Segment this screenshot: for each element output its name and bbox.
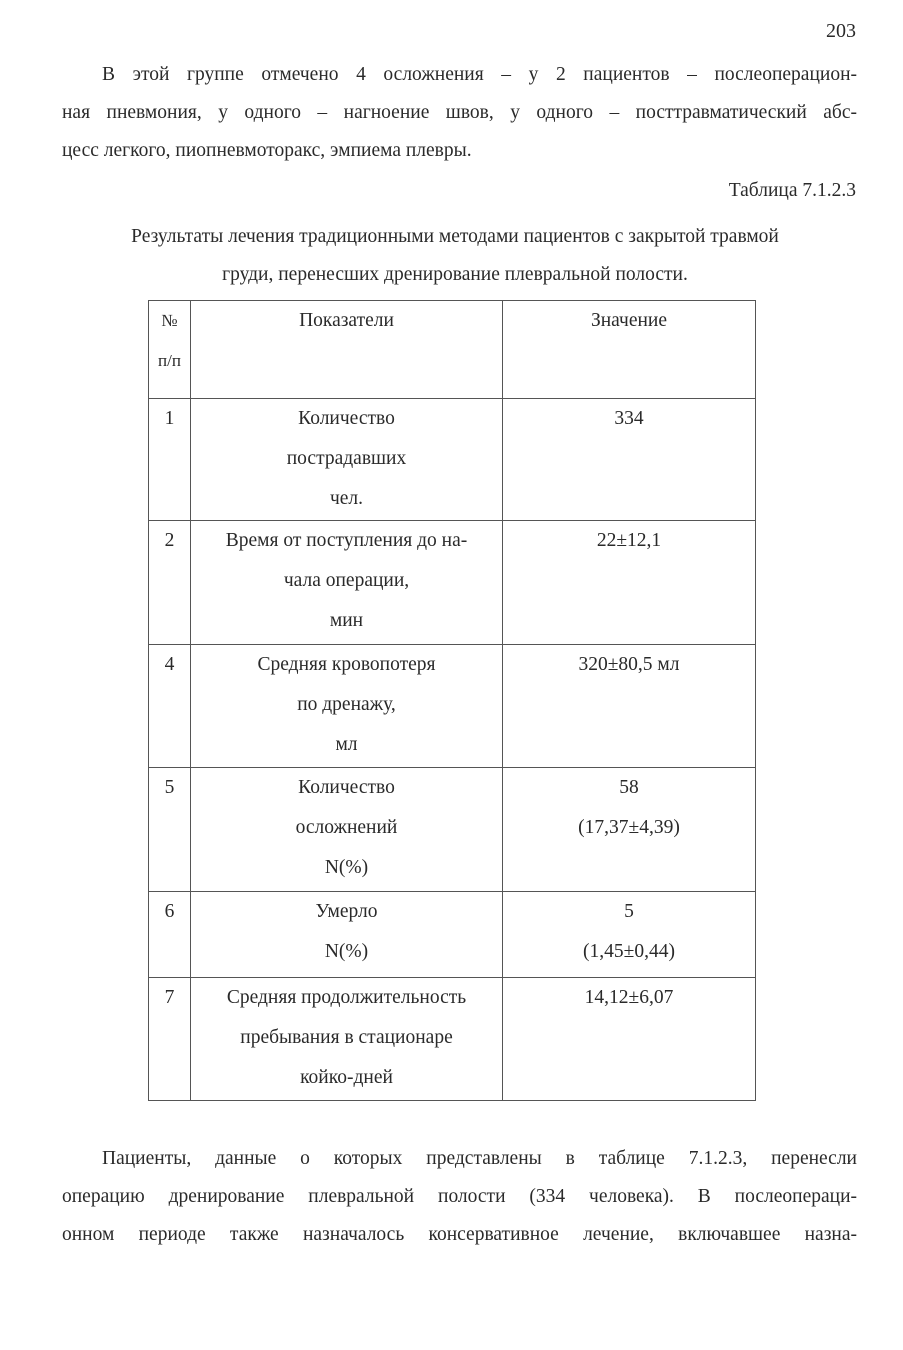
value-line: (17,37±4,39) bbox=[578, 817, 680, 838]
header-value bbox=[503, 301, 756, 399]
cell-value bbox=[503, 645, 756, 768]
cell-num bbox=[149, 978, 191, 1101]
text-line: В этой группе отмечено 4 осложнения – у 2 пациентов – послеоперацион- bbox=[102, 64, 857, 85]
header-num-line: № bbox=[161, 311, 178, 330]
table-row bbox=[149, 399, 756, 521]
cell-num bbox=[149, 521, 191, 645]
cell-value bbox=[503, 978, 756, 1101]
value-line: 14,12±6,07 bbox=[584, 987, 674, 1008]
text-line: цесс легкого, пиопневмоторакс, эмпиема плевры. bbox=[62, 140, 472, 161]
caption-line: Результаты лечения традиционными методами пациентов с закрытой травмой bbox=[131, 226, 779, 247]
row-num: 2 bbox=[164, 530, 175, 551]
text-line: Пациенты, данные о которых представлены в таблице 7.1.2.3, перенесли bbox=[102, 1148, 857, 1169]
indicator-line: мин bbox=[329, 610, 364, 631]
cell-indicator bbox=[191, 978, 503, 1101]
value-line: 5 bbox=[624, 901, 634, 922]
table-row bbox=[149, 521, 756, 645]
cell-value bbox=[503, 399, 756, 521]
row-num: 7 bbox=[164, 987, 175, 1008]
table-row bbox=[149, 768, 756, 892]
cell-value bbox=[503, 892, 756, 978]
row-num: 5 bbox=[164, 777, 175, 798]
indicator-line: осложнений bbox=[295, 817, 398, 838]
table-caption bbox=[40, 218, 870, 294]
indicator-line: N(%) bbox=[324, 941, 369, 962]
text-line: операцию дренирование плевральной полости (334 человека). В послеопераци- bbox=[62, 1186, 857, 1207]
table-row bbox=[149, 645, 756, 768]
text-line: ная пневмония, у одного – нагноение швов, у одного – посттравматический абс- bbox=[62, 102, 857, 123]
indicator-line: пострадавших bbox=[286, 448, 407, 469]
cell-value bbox=[503, 768, 756, 892]
indicator-line: чел. bbox=[329, 488, 364, 509]
header-num bbox=[149, 301, 191, 399]
cell-indicator bbox=[191, 645, 503, 768]
value-line: 22±12,1 bbox=[596, 530, 662, 551]
indicator-line: Время от поступления до на- bbox=[225, 530, 468, 551]
row-num: 1 bbox=[164, 408, 175, 429]
header-indicator-label: Показатели bbox=[299, 310, 394, 331]
indicator-line: пребывания в стационаре bbox=[240, 1027, 453, 1048]
cell-indicator bbox=[191, 892, 503, 978]
cell-indicator bbox=[191, 768, 503, 892]
table-header-row bbox=[149, 301, 756, 399]
row-num: 4 bbox=[164, 654, 175, 675]
value-line: 320±80,5 мл bbox=[578, 654, 680, 675]
text-line: онном периоде также назначалось консервативное лечение, включавшее назна- bbox=[62, 1224, 857, 1245]
cell-num bbox=[149, 892, 191, 978]
row-num: 6 bbox=[164, 901, 175, 922]
table-row bbox=[149, 892, 756, 978]
indicator-line: по дренажу, bbox=[297, 694, 396, 715]
header-value-label: Значение bbox=[590, 310, 668, 331]
indicator-line: мл bbox=[335, 734, 358, 755]
value-line: 334 bbox=[614, 408, 644, 429]
cell-indicator bbox=[191, 399, 503, 521]
table-label: Таблица 7.1.2.3 bbox=[728, 180, 856, 201]
cell-indicator bbox=[191, 521, 503, 645]
header-num-line: п/п bbox=[158, 351, 181, 370]
results-table bbox=[148, 300, 756, 1101]
cell-num bbox=[149, 645, 191, 768]
value-line: 58 bbox=[619, 777, 639, 798]
cell-num bbox=[149, 768, 191, 892]
header-indicator bbox=[191, 301, 503, 399]
paragraph-complications bbox=[62, 56, 857, 170]
indicator-line: Средняя кровопотеря bbox=[257, 654, 436, 675]
paragraph-drainage bbox=[62, 1140, 857, 1254]
indicator-line: N(%) bbox=[324, 857, 369, 878]
indicator-line: Умерло bbox=[315, 901, 378, 922]
value-line: (1,45±0,44) bbox=[583, 941, 675, 962]
table-row bbox=[149, 978, 756, 1101]
indicator-line: койко-дней bbox=[300, 1067, 393, 1088]
indicator-line: чала операции, bbox=[283, 570, 410, 591]
indicator-line: Количество bbox=[298, 777, 395, 798]
cell-value bbox=[503, 521, 756, 645]
page-number: 203 bbox=[826, 20, 856, 42]
caption-line: груди, перенесших дренирование плевральной полости. bbox=[222, 264, 688, 285]
indicator-line: Средняя продолжительность bbox=[226, 987, 467, 1008]
cell-num bbox=[149, 399, 191, 521]
indicator-line: Количество bbox=[298, 408, 395, 429]
